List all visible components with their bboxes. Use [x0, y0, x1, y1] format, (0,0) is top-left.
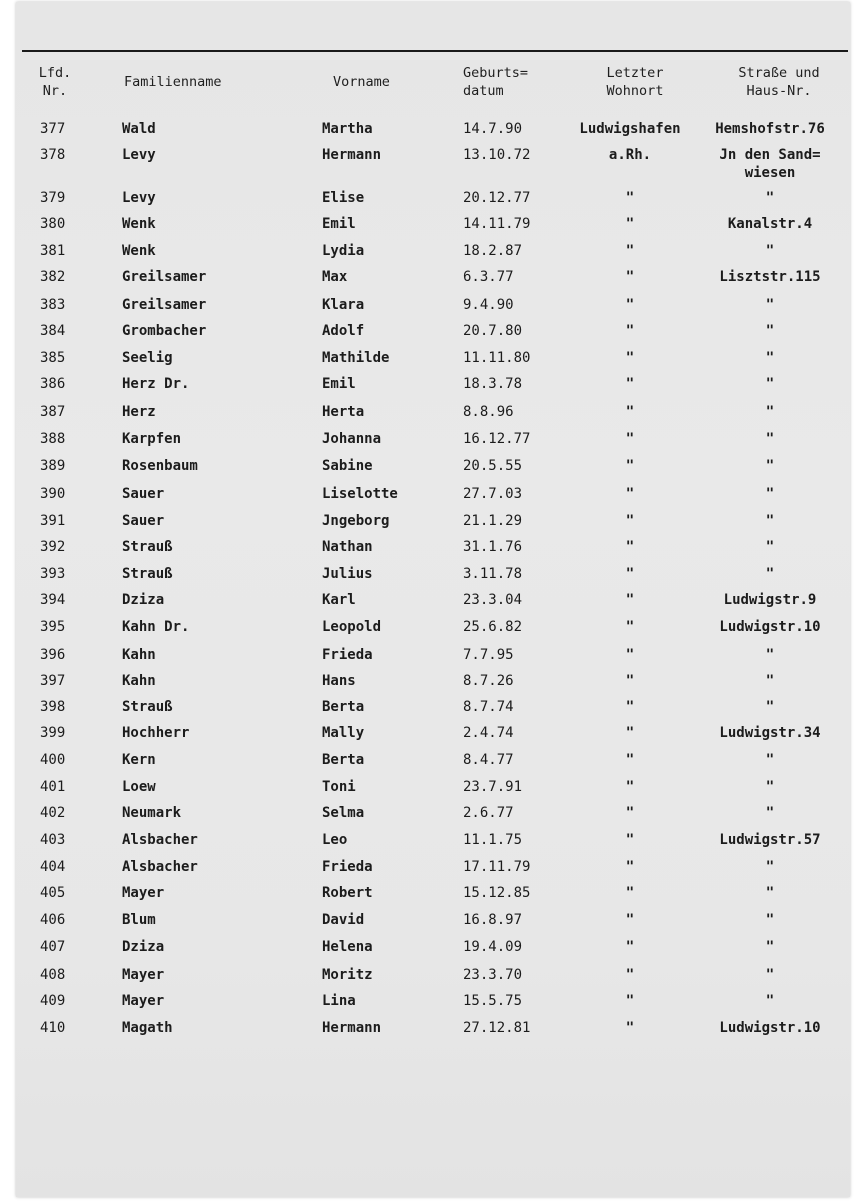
- row-vorname: Karl: [322, 592, 356, 608]
- row-vorname: Toni: [322, 779, 356, 795]
- row-number: 379: [40, 190, 66, 206]
- table-row: [0, 538, 868, 562]
- row-geburtsdatum: 8.8.96: [463, 404, 514, 420]
- row-number: 402: [40, 805, 66, 821]
- table-row: [0, 215, 868, 239]
- row-geburtsdatum: 18.3.78: [463, 376, 523, 392]
- row-vorname: Lydia: [322, 243, 365, 259]
- row-geburtsdatum: 8.4.77: [463, 752, 514, 768]
- table-row: [0, 591, 868, 615]
- row-geburtsdatum: 16.12.77: [463, 431, 531, 447]
- row-number: 407: [40, 939, 66, 955]
- row-geburtsdatum: 9.4.90: [463, 297, 514, 313]
- row-familienname: Rosenbaum: [122, 458, 198, 474]
- row-strasse: Kanalstr.4: [727, 216, 813, 232]
- row-geburtsdatum: 18.2.87: [463, 243, 523, 259]
- row-number: 398: [40, 699, 66, 715]
- row-number: 405: [40, 885, 66, 901]
- row-wohnort: ": [625, 323, 635, 339]
- row-familienname: Blum: [122, 912, 156, 928]
- table-row: [0, 565, 868, 589]
- table-row: [0, 296, 868, 320]
- row-familienname: Kern: [122, 752, 156, 768]
- row-vorname: Helena: [322, 939, 373, 955]
- table-row: [0, 146, 868, 181]
- row-number: 400: [40, 752, 66, 768]
- row-wohnort: ": [625, 779, 635, 795]
- row-strasse: ": [765, 566, 775, 582]
- row-number: 389: [40, 458, 66, 474]
- row-strasse: ": [765, 805, 775, 821]
- row-vorname: David: [322, 912, 365, 928]
- row-number: 391: [40, 513, 66, 529]
- row-geburtsdatum: 14.11.79: [463, 216, 531, 232]
- row-strasse: ": [765, 190, 775, 206]
- row-number: 396: [40, 647, 66, 663]
- row-geburtsdatum: 27.12.81: [463, 1020, 531, 1036]
- row-wohnort: ": [625, 673, 635, 689]
- row-strasse: ": [765, 912, 775, 928]
- row-geburtsdatum: 6.3.77: [463, 269, 514, 285]
- row-vorname: Frieda: [322, 859, 373, 875]
- row-strasse: ": [765, 539, 775, 555]
- row-geburtsdatum: 13.10.72: [463, 147, 531, 163]
- row-vorname: Frieda: [322, 647, 373, 663]
- row-vorname: Leo: [322, 832, 348, 848]
- table-row: [0, 804, 868, 828]
- header-vorname: Vorname: [333, 74, 390, 90]
- row-vorname: Leopold: [322, 619, 382, 635]
- table-row: [0, 120, 868, 144]
- row-strasse: ": [765, 673, 775, 689]
- table-row: [0, 884, 868, 908]
- row-vorname: Hermann: [322, 147, 382, 163]
- table-row: [0, 911, 868, 935]
- row-vorname: Emil: [322, 376, 356, 392]
- row-wohnort: ": [625, 269, 635, 285]
- row-familienname: Alsbacher: [122, 859, 198, 875]
- row-familienname: Wald: [122, 121, 156, 137]
- row-strasse: ": [765, 458, 775, 474]
- row-wohnort: ": [625, 699, 635, 715]
- row-vorname: Johanna: [322, 431, 382, 447]
- row-number: 401: [40, 779, 66, 795]
- row-vorname: Hermann: [322, 1020, 382, 1036]
- row-familienname: Herz: [122, 404, 156, 420]
- row-wohnort: ": [625, 243, 635, 259]
- row-vorname: Moritz: [322, 967, 373, 983]
- row-familienname: Loew: [122, 779, 156, 795]
- row-vorname: Berta: [322, 752, 365, 768]
- row-familienname: Neumark: [122, 805, 182, 821]
- row-geburtsdatum: 25.6.82: [463, 619, 523, 635]
- row-geburtsdatum: 11.1.75: [463, 832, 523, 848]
- row-number: 410: [40, 1020, 66, 1036]
- row-number: 394: [40, 592, 66, 608]
- row-familienname: Alsbacher: [122, 832, 198, 848]
- row-familienname: Mayer: [122, 967, 165, 983]
- table-row: [0, 938, 868, 962]
- row-vorname: Selma: [322, 805, 365, 821]
- row-geburtsdatum: 2.6.77: [463, 805, 514, 821]
- table-row: [0, 646, 868, 670]
- row-familienname: Karpfen: [122, 431, 182, 447]
- row-vorname: Lina: [322, 993, 356, 1009]
- row-wohnort: ": [625, 647, 635, 663]
- row-familienname: Dziza: [122, 592, 165, 608]
- header-familienname: Familienname: [124, 74, 222, 90]
- row-wohnort: ": [625, 805, 635, 821]
- header-strasse: Straße und Haus-Nr.: [738, 65, 820, 99]
- row-wohnort: ": [625, 859, 635, 875]
- table-row: [0, 430, 868, 454]
- row-number: 408: [40, 967, 66, 983]
- row-wohnort: ": [625, 350, 635, 366]
- header-geburtsdatum: Geburts= datum: [463, 65, 529, 99]
- row-strasse: Lisztstr.115: [719, 269, 821, 285]
- row-familienname: Strauß: [122, 699, 173, 715]
- table-row: [0, 268, 868, 292]
- row-geburtsdatum: 15.5.75: [463, 993, 523, 1009]
- row-vorname: Liselotte: [322, 486, 398, 502]
- row-wohnort: ": [625, 566, 635, 582]
- row-vorname: Klara: [322, 297, 365, 313]
- row-wohnort: ": [625, 967, 635, 983]
- row-familienname: Wenk: [122, 216, 156, 232]
- header-wohnort: Letzter Wohnort: [606, 65, 664, 99]
- row-number: 390: [40, 486, 66, 502]
- row-strasse: ": [765, 404, 775, 420]
- row-familienname: Grombacher: [122, 323, 207, 339]
- row-strasse: Ludwigstr.10: [719, 1020, 821, 1036]
- row-vorname: Robert: [322, 885, 373, 901]
- row-strasse: ": [765, 752, 775, 768]
- row-vorname: Berta: [322, 699, 365, 715]
- row-vorname: Martha: [322, 121, 373, 137]
- row-number: 399: [40, 725, 66, 741]
- table-row: [0, 992, 868, 1016]
- row-vorname: Mally: [322, 725, 365, 741]
- row-geburtsdatum: 31.1.76: [463, 539, 523, 555]
- row-number: 384: [40, 323, 66, 339]
- row-wohnort: ": [625, 993, 635, 1009]
- row-geburtsdatum: 20.5.55: [463, 458, 523, 474]
- row-geburtsdatum: 8.7.26: [463, 673, 514, 689]
- header-top-rule: [22, 50, 848, 52]
- row-wohnort: ": [625, 513, 635, 529]
- row-strasse: ": [765, 993, 775, 1009]
- row-geburtsdatum: 14.7.90: [463, 121, 523, 137]
- row-wohnort: ": [625, 752, 635, 768]
- row-number: 388: [40, 431, 66, 447]
- row-strasse: ": [765, 350, 775, 366]
- row-number: 392: [40, 539, 66, 555]
- row-strasse: ": [765, 376, 775, 392]
- row-number: 385: [40, 350, 66, 366]
- table-row: [0, 403, 868, 427]
- row-vorname: Sabine: [322, 458, 373, 474]
- table-row: [0, 724, 868, 748]
- header-nr: Lfd. Nr.: [38, 65, 72, 99]
- row-strasse: ": [765, 486, 775, 502]
- row-number: 381: [40, 243, 66, 259]
- table-row: [0, 858, 868, 882]
- row-wohnort: ": [625, 619, 635, 635]
- table-row: [0, 512, 868, 536]
- row-familienname: Sauer: [122, 486, 165, 502]
- row-geburtsdatum: 15.12.85: [463, 885, 531, 901]
- row-vorname: Mathilde: [322, 350, 390, 366]
- row-number: 404: [40, 859, 66, 875]
- row-familienname: Kahn: [122, 673, 156, 689]
- row-familienname: Magath: [122, 1020, 173, 1036]
- row-wohnort: ": [625, 486, 635, 502]
- row-strasse: ": [765, 699, 775, 715]
- row-geburtsdatum: 20.7.80: [463, 323, 523, 339]
- table-row: [0, 242, 868, 266]
- row-vorname: Emil: [322, 216, 356, 232]
- table-row: [0, 672, 868, 696]
- row-familienname: Seelig: [122, 350, 173, 366]
- row-vorname: Nathan: [322, 539, 373, 555]
- row-wohnort: ": [625, 1020, 635, 1036]
- row-number: 386: [40, 376, 66, 392]
- table-row: [0, 751, 868, 775]
- table-row: [0, 349, 868, 373]
- row-number: 377: [40, 121, 66, 137]
- table-row: [0, 375, 868, 399]
- row-geburtsdatum: 19.4.09: [463, 939, 523, 955]
- row-familienname: Mayer: [122, 993, 165, 1009]
- row-number: 382: [40, 269, 66, 285]
- row-geburtsdatum: 23.3.70: [463, 967, 523, 983]
- row-familienname: Strauß: [122, 539, 173, 555]
- row-number: 393: [40, 566, 66, 582]
- row-wohnort: ": [625, 592, 635, 608]
- row-strasse: Jn den Sand= wiesen: [719, 147, 821, 181]
- row-vorname: Elise: [322, 190, 365, 206]
- row-geburtsdatum: 23.3.04: [463, 592, 523, 608]
- table-row: [0, 618, 868, 642]
- table-row: [0, 189, 868, 213]
- row-familienname: Levy: [122, 190, 156, 206]
- row-strasse: ": [765, 431, 775, 447]
- row-number: 380: [40, 216, 66, 232]
- table-row: [0, 698, 868, 722]
- row-wohnort: ": [625, 404, 635, 420]
- row-vorname: Julius: [322, 566, 373, 582]
- row-strasse: ": [765, 939, 775, 955]
- row-geburtsdatum: 2.4.74: [463, 725, 514, 741]
- row-familienname: Kahn Dr.: [122, 619, 190, 635]
- row-familienname: Levy: [122, 147, 156, 163]
- row-strasse: ": [765, 967, 775, 983]
- table-row: [0, 778, 868, 802]
- row-strasse: ": [765, 779, 775, 795]
- table-row: [0, 322, 868, 346]
- row-wohnort: ": [625, 190, 635, 206]
- row-geburtsdatum: 3.11.78: [463, 566, 523, 582]
- row-strasse: ": [765, 323, 775, 339]
- row-geburtsdatum: 27.7.03: [463, 486, 523, 502]
- row-wohnort: ": [625, 725, 635, 741]
- row-strasse: ": [765, 885, 775, 901]
- row-familienname: Greilsamer: [122, 269, 207, 285]
- row-geburtsdatum: 21.1.29: [463, 513, 523, 529]
- row-wohnort: ": [625, 539, 635, 555]
- row-geburtsdatum: 11.11.80: [463, 350, 531, 366]
- row-geburtsdatum: 23.7.91: [463, 779, 523, 795]
- row-wohnort: ": [625, 885, 635, 901]
- row-geburtsdatum: 16.8.97: [463, 912, 523, 928]
- row-familienname: Herz Dr.: [122, 376, 190, 392]
- row-number: 406: [40, 912, 66, 928]
- row-strasse: ": [765, 859, 775, 875]
- row-familienname: Dziza: [122, 939, 165, 955]
- row-familienname: Strauß: [122, 566, 173, 582]
- row-geburtsdatum: 8.7.74: [463, 699, 514, 715]
- table-row: [0, 831, 868, 855]
- row-wohnort: ": [625, 431, 635, 447]
- row-familienname: Kahn: [122, 647, 156, 663]
- row-wohnort: ": [625, 376, 635, 392]
- row-strasse: Ludwigstr.10: [719, 619, 821, 635]
- row-wohnort: a.Rh.: [608, 147, 652, 163]
- row-geburtsdatum: 7.7.95: [463, 647, 514, 663]
- row-wohnort: ": [625, 216, 635, 232]
- row-number: 395: [40, 619, 66, 635]
- row-strasse: Ludwigstr.9: [723, 592, 817, 608]
- table-row: [0, 457, 868, 481]
- row-wohnort: ": [625, 912, 635, 928]
- row-vorname: Adolf: [322, 323, 365, 339]
- row-number: 378: [40, 147, 66, 163]
- row-vorname: Max: [322, 269, 348, 285]
- row-vorname: Hans: [322, 673, 356, 689]
- row-strasse: Ludwigstr.34: [719, 725, 821, 741]
- row-strasse: Hemshofstr.76: [715, 121, 825, 137]
- row-number: 409: [40, 993, 66, 1009]
- row-familienname: Hochherr: [122, 725, 190, 741]
- row-strasse: ": [765, 513, 775, 529]
- row-number: 383: [40, 297, 66, 313]
- row-strasse: ": [765, 647, 775, 663]
- row-wohnort: ": [625, 832, 635, 848]
- row-number: 397: [40, 673, 66, 689]
- row-strasse: ": [765, 297, 775, 313]
- row-wohnort: ": [625, 939, 635, 955]
- table-row: [0, 966, 868, 990]
- row-number: 387: [40, 404, 66, 420]
- row-strasse: ": [765, 243, 775, 259]
- table-row: [0, 1019, 868, 1043]
- row-number: 403: [40, 832, 66, 848]
- row-wohnort: Ludwigshafen: [579, 121, 681, 137]
- row-vorname: Herta: [322, 404, 365, 420]
- row-vorname: Jngeborg: [322, 513, 390, 529]
- row-geburtsdatum: 20.12.77: [463, 190, 531, 206]
- row-familienname: Mayer: [122, 885, 165, 901]
- row-familienname: Greilsamer: [122, 297, 207, 313]
- row-wohnort: ": [625, 458, 635, 474]
- table-row: [0, 485, 868, 509]
- row-strasse: Ludwigstr.57: [719, 832, 821, 848]
- row-geburtsdatum: 17.11.79: [463, 859, 531, 875]
- row-familienname: Sauer: [122, 513, 165, 529]
- row-wohnort: ": [625, 297, 635, 313]
- row-familienname: Wenk: [122, 243, 156, 259]
